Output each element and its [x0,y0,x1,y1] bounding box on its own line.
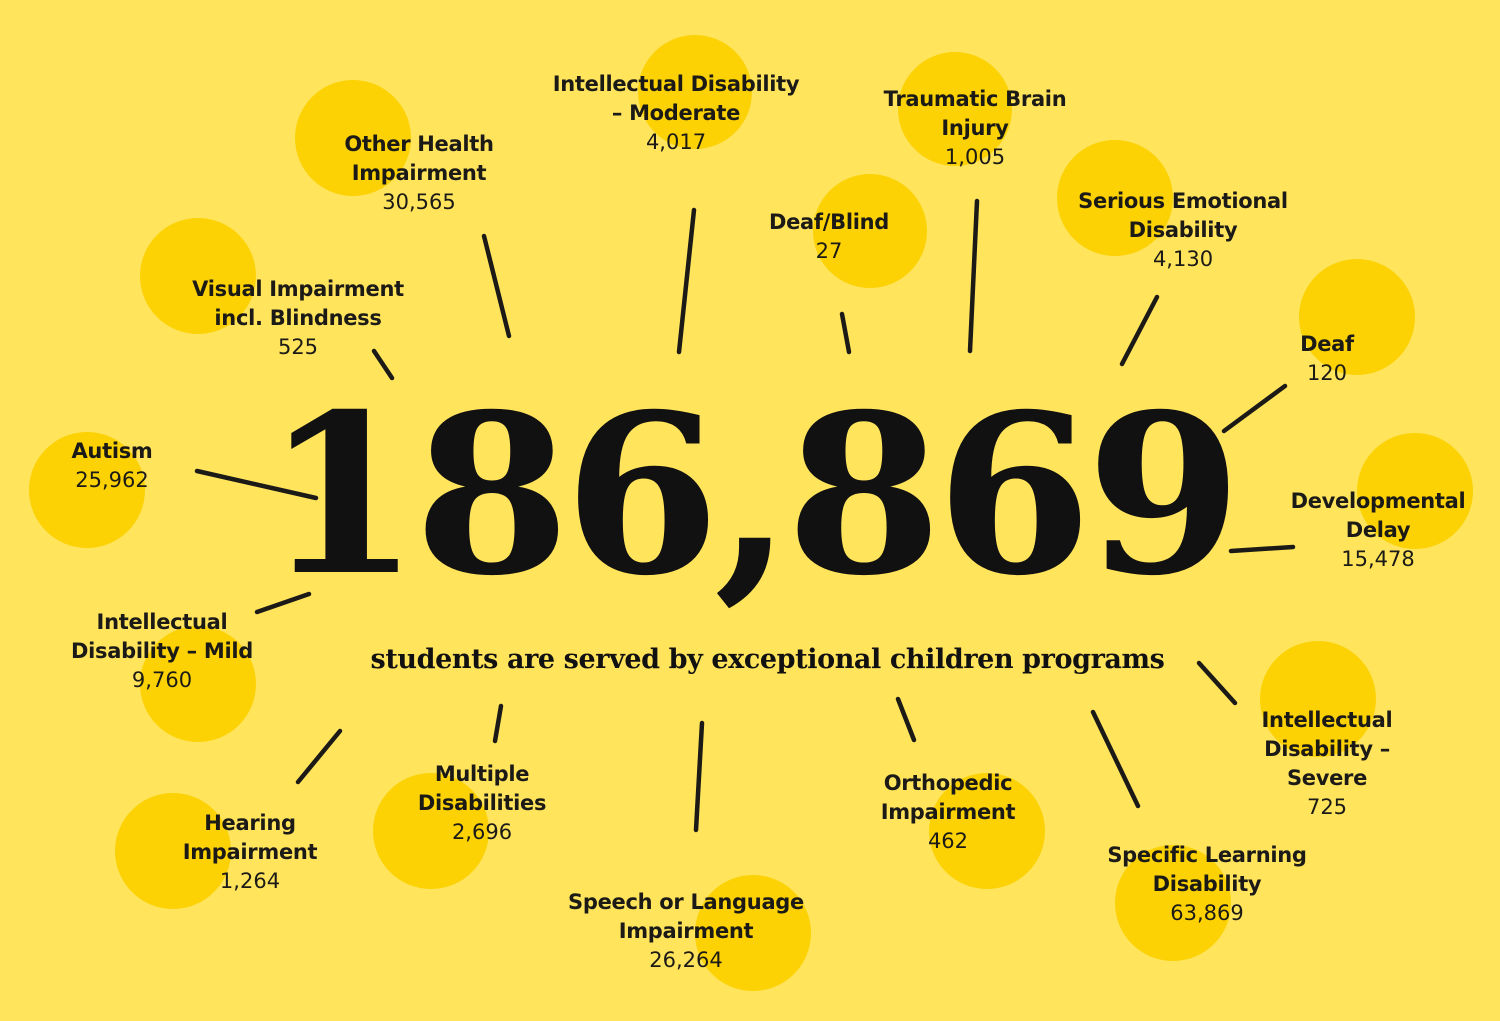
ray-hearing [298,731,340,782]
category-name: Traumatic Brain Injury [883,87,1067,140]
category-orthopedic-impairment [881,769,1016,856]
category-name: Deaf [1300,332,1354,356]
category-serious-emotional-disability [1078,187,1288,274]
category-count: 4,130 [1152,247,1214,271]
ray-specific-learning [1093,712,1138,806]
category-count: 30,565 [382,190,456,214]
category-name: Hearing Impairment [182,811,318,864]
category-name: Specific Learning Disability [1107,843,1307,896]
category-count: 462 [927,829,969,853]
subtitle-text: students are served by exceptional children programs [370,644,1165,675]
category-count: 525 [277,335,319,359]
category-deaf-blind [769,208,889,266]
ray-intellectual-moderate [679,210,694,352]
category-other-health-impairment [344,130,493,217]
category-name: Speech or Language Impairment [568,890,804,943]
category-count: 4,017 [645,130,707,154]
category-intellectual-disability-severe [1241,706,1414,822]
category-count: 26,264 [649,948,723,972]
category-name: Intellectual Disability – Severe [1261,708,1393,790]
total-students-number: 186,869 [263,365,1237,624]
category-count: 9,760 [131,668,193,692]
category-name: Deaf/Blind [768,210,890,234]
category-speech-language-impairment [568,888,804,975]
category-count: 27 [815,239,843,263]
ray-speech [696,723,702,830]
category-count: 15,478 [1341,547,1415,571]
category-name: Serious Emotional Disability [1078,189,1288,242]
category-name: Orthopedic Impairment [880,771,1016,824]
category-multiple-disabilities [418,760,546,847]
category-name: Intellectual Disability – Mild [70,610,254,663]
category-name: Other Health Impairment [344,132,494,185]
category-name: Autism [71,439,153,463]
category-developmental-delay [1291,487,1466,574]
ray-other-health [484,236,509,336]
ray-multiple [495,706,501,741]
category-intellectual-disability-mild [71,608,253,695]
category-visual-impairment [192,275,404,362]
category-autism [71,437,152,495]
category-intellectual-disability-moderate [553,70,800,157]
category-hearing-impairment [183,809,318,896]
category-count: 120 [1306,361,1348,385]
ray-deaf-blind [842,314,849,352]
category-count: 1,264 [219,869,281,893]
category-deaf [1300,330,1354,388]
category-name: Multiple Disabilities [417,762,547,815]
category-count: 25,962 [75,468,149,492]
category-count: 63,869 [1170,901,1244,925]
category-count: 1,005 [944,145,1006,169]
category-count: 2,696 [451,820,513,844]
category-name: Developmental Delay [1290,489,1466,542]
category-traumatic-brain-injury [884,85,1067,172]
category-specific-learning-disability [1107,841,1306,928]
ray-serious-emotional [1122,297,1157,364]
category-name: Intellectual Disability – Moderate [552,72,800,125]
category-name: Visual Impairment incl. Blindness [192,277,404,330]
category-count: 725 [1306,795,1348,819]
ray-traumatic-brain [970,201,977,351]
ray-orthopedic [898,699,914,740]
